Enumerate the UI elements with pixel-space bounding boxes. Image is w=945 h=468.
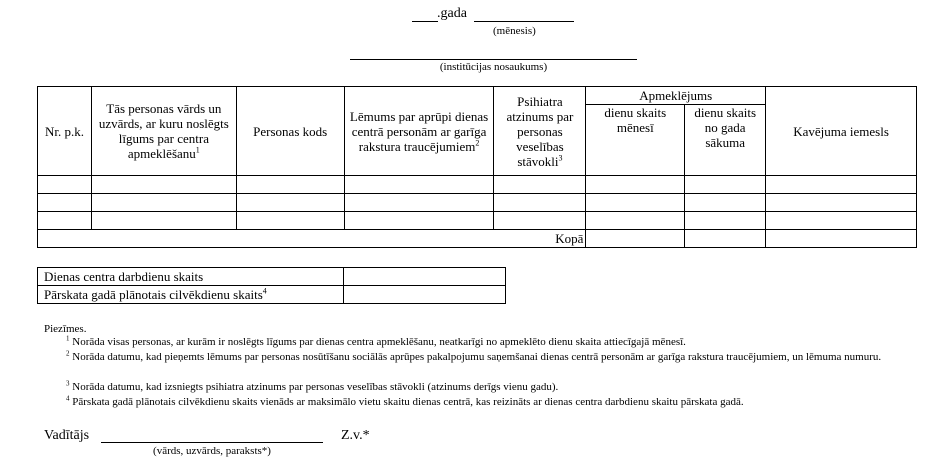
col-days-year: dienu skaits no gada sākuma (685, 105, 766, 176)
total-days-month[interactable] (586, 230, 685, 248)
summary-row-planned (38, 286, 506, 304)
total-row (38, 230, 917, 248)
workdays-value[interactable] (344, 268, 506, 286)
summary-table (37, 267, 506, 304)
col-days-month: dienu skaits mēnesī (586, 105, 685, 176)
header-row (38, 87, 917, 105)
planned-label: Pārskata gadā plānotais cilvēkdienu skaits$^4$ (38, 286, 344, 304)
total-days-year[interactable] (685, 230, 766, 248)
table-row (38, 212, 917, 230)
signature-label: Vadītājs (44, 428, 90, 443)
table-row (38, 194, 917, 212)
col-nr: Nr. p.k. (38, 87, 92, 176)
signature-field[interactable] (101, 441, 323, 443)
year-field[interactable] (412, 20, 438, 22)
col-absence: Kavējuma iemesls (766, 87, 917, 176)
note-3: $^3$ Norāda datumu, kad izsniegts psihiatra atzinums par personas veselības stāvokli (atzinums derīgs vienu gadu). (66, 379, 559, 393)
col-decision: Lēmums par aprūpi dienas centrā personām ar garīga rakstura traucējumiem$^2$ (344, 87, 494, 176)
signature-caption: (vārds, uzvārds, paraksts*) (153, 445, 271, 457)
institution-caption: (institūcijas nosaukums) (439, 61, 548, 73)
note-1: $^1$ Norāda visas personas, ar kurām ir noslēgts līgums par dienas centra apmeklēšanu, neatkarīgi no apmeklēto dienu skaita attiecīgajā mēnesī. (66, 334, 686, 348)
col-psychiatrist: Psihiatra atzinums par personas veselības stāvokli$^3$ (494, 87, 586, 176)
note-4: $^4$ Pārskata gadā plānotais cilvēkdienu skaits vienāds ar maksimālo vietu skaitu dienas centrā, kas reizināts ar dienas centra darbdienu skaitu pārskata gadā. (66, 394, 744, 408)
col-code: Personas kods (236, 87, 344, 176)
workdays-label: Dienas centra darbdienu skaits (38, 268, 344, 286)
table-row (38, 176, 917, 194)
month-caption: (mēnesis) (493, 25, 536, 37)
col-name: Tās personas vārds un uzvārds, ar kuru noslēgts līgums par centra apmeklēšanu$^1$ (91, 87, 236, 176)
col-attendance: Apmeklējums (586, 87, 766, 105)
planned-value[interactable] (344, 286, 506, 304)
stamp-label: Z.v.* (341, 428, 370, 443)
notes-title: Piezīmes. (44, 323, 87, 335)
year-suffix: .gada (437, 6, 467, 21)
month-field[interactable] (474, 20, 574, 22)
attendance-table (37, 86, 917, 248)
note-2: $^2$ Norāda datumu, kad pieņemts lēmums par personas nosūtīšanu sociālās aprūpes pakalpojumu saņemšanai dienas centrā personām ar garīga rakstura traucējumiem, un lēmuma numuru. (66, 349, 882, 363)
institution-field[interactable] (350, 58, 637, 60)
summary-row-workdays (38, 268, 506, 286)
total-label: Kopā (38, 230, 586, 248)
total-absence[interactable] (766, 230, 917, 248)
